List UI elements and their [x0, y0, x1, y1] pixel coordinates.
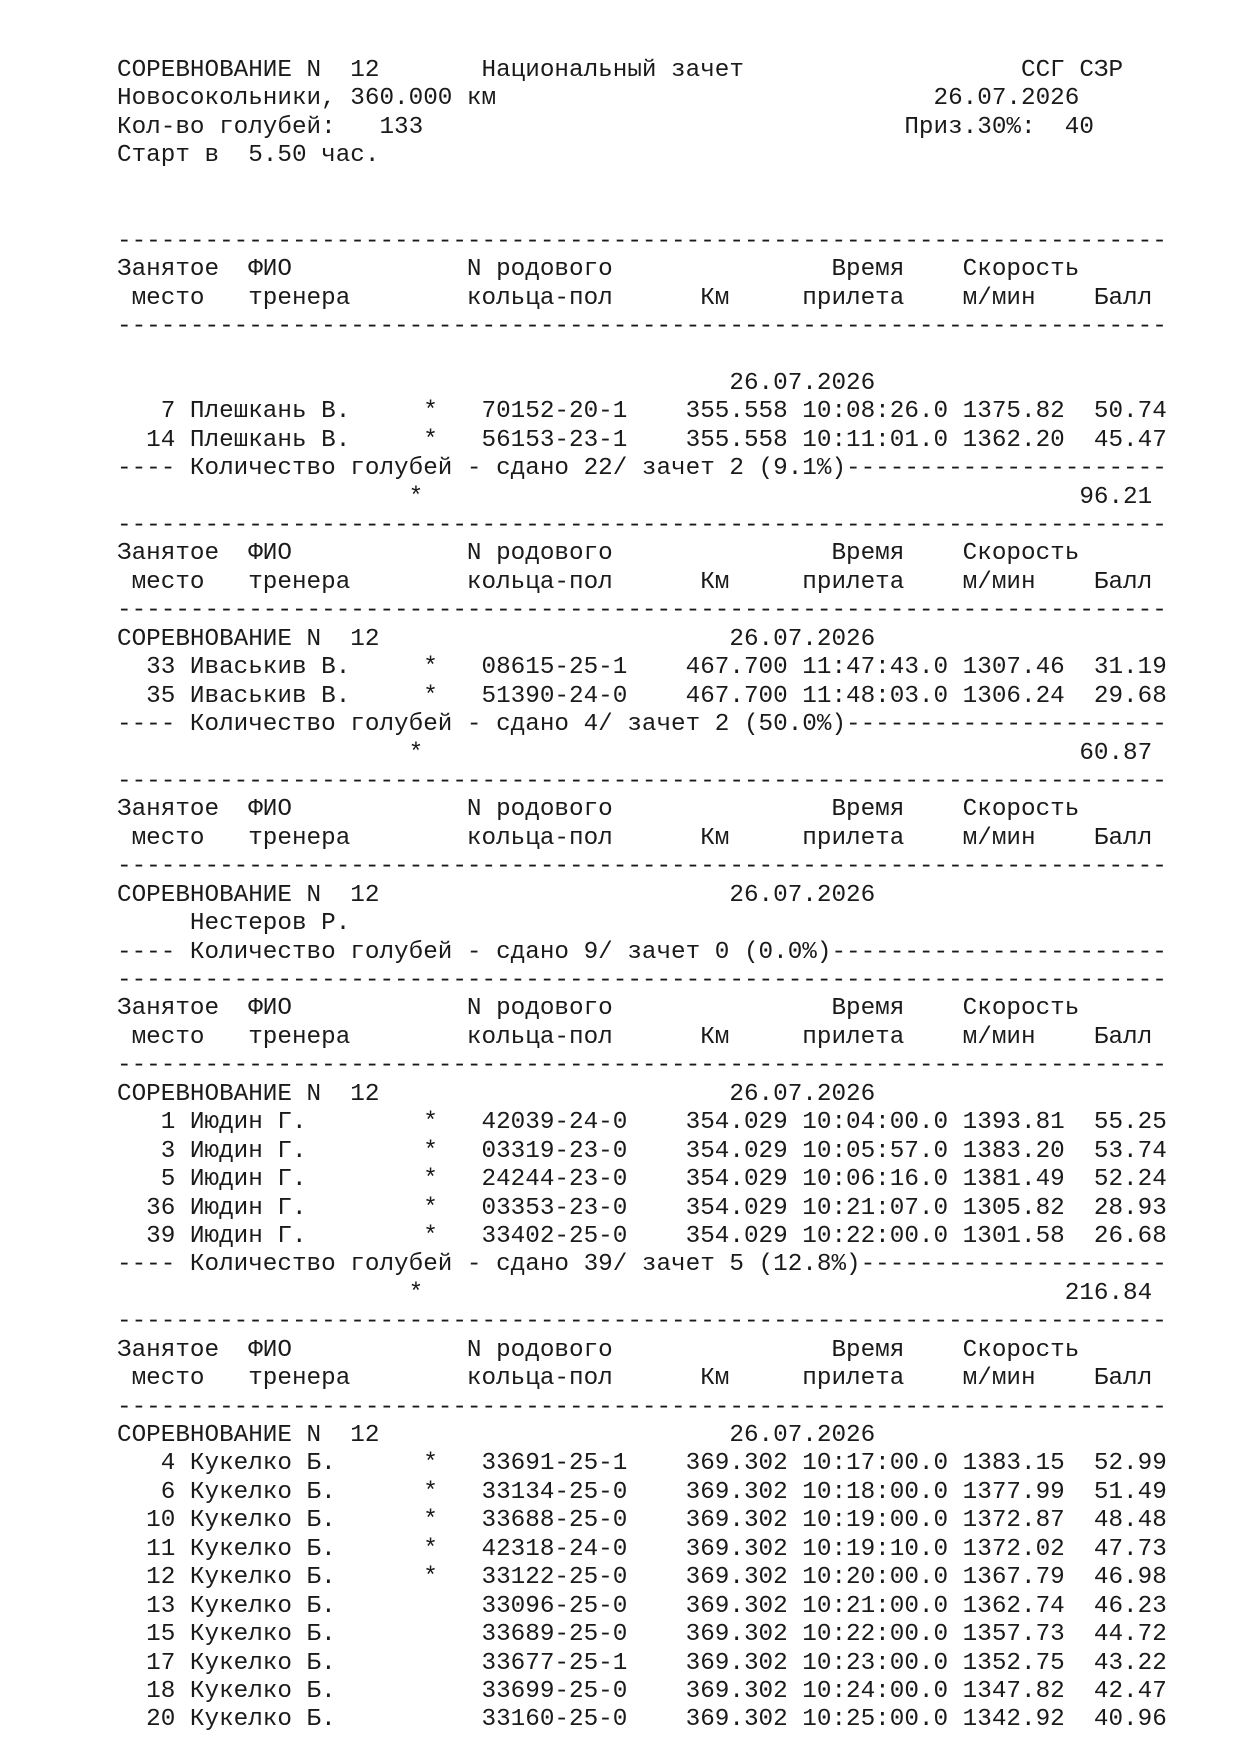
printout-line: 35 Иваськив В. * 51390-24-0 467.700 11:48:03.0 1306.24 29.68	[117, 682, 1167, 710]
printout-line: 15 Кукелко Б. 33689-25-0 369.302 10:22:00.0 1357.73 44.72	[117, 1621, 1167, 1649]
printout-line: 20 Кукелко Б. 33160-25-0 369.302 10:25:00.0 1342.92 40.96	[117, 1706, 1167, 1734]
printout-line: СОРЕВНОВАНИЕ N 12 26.07.2026	[117, 1080, 876, 1108]
printout-line: место тренера кольца-пол Км прилета м/мин Балл	[117, 284, 1153, 312]
printout-line: 3 Июдин Г. * 03319-23-0 354.029 10:05:57.0 1383.20 53.74	[117, 1137, 1167, 1165]
printout-line: 13 Кукелко Б. 33096-25-0 369.302 10:21:00.0 1362.74 46.23	[117, 1592, 1167, 1620]
printout-line: 7 Плешкань В. * 70152-20-1 355.558 10:08:26.0 1375.82 50.74	[117, 398, 1167, 426]
printout-line: 4 Кукелко Б. * 33691-25-1 369.302 10:17:00.0 1383.15 52.99	[117, 1450, 1167, 1478]
printout-line: ---- Количество голубей - сдано 39/ зачет 5 (12.8%)---------------------	[117, 1251, 1167, 1279]
printout-line: 11 Кукелко Б. * 42318-24-0 369.302 10:19:10.0 1372.02 47.73	[117, 1535, 1167, 1563]
printout-line: ------------------------------------------------------------------------	[117, 1308, 1167, 1336]
printout-line: СОРЕВНОВАНИЕ N 12 26.07.2026	[117, 625, 876, 653]
results-printout	[117, 57, 1167, 1735]
printout-line: место тренера кольца-пол Км прилета м/мин Балл	[117, 1023, 1153, 1051]
printout-line: ------------------------------------------------------------------------	[117, 967, 1167, 994]
printout-line: СОРЕВНОВАНИЕ N 12 26.07.2026	[117, 1422, 876, 1449]
printout-line: 12 Кукелко Б. * 33122-25-0 369.302 10:20:00.0 1367.79 46.98	[117, 1564, 1167, 1592]
printout-line: 1 Июдин Г. * 42039-24-0 354.029 10:04:00.0 1393.81 55.25	[117, 1109, 1167, 1137]
printout-line: ------------------------------------------------------------------------	[117, 853, 1167, 881]
printout-line: Занятое ФИО N родового Время Скорость	[117, 540, 1080, 568]
printout-line: 17 Кукелко Б. 33677-25-1 369.302 10:23:00.0 1352.75 43.22	[117, 1649, 1167, 1677]
printout-line: 18 Кукелко Б. 33699-25-0 369.302 10:24:00.0 1347.82 42.47	[117, 1677, 1167, 1705]
printout-line: 5 Июдин Г. * 24244-23-0 354.029 10:06:16.0 1381.49 52.24	[117, 1166, 1167, 1194]
printout-line: Нестеров Р.	[117, 910, 351, 938]
printout-line: Занятое ФИО N родового Время Скорость	[117, 796, 1080, 824]
printout-line	[117, 341, 1167, 369]
printout-line: Новосокольники, 360.000 км 26.07.2026	[117, 85, 1080, 113]
printout-line: * 60.87	[117, 739, 1153, 767]
printout-line: место тренера кольца-пол Км прилета м/мин Балл	[117, 1365, 1153, 1393]
printout-line: 39 Июдин Г. * 33402-25-0 354.029 10:22:00.0 1301.58 26.68	[117, 1222, 1167, 1250]
printout-line: Занятое ФИО N родового Время Скорость	[117, 995, 1080, 1023]
printout-line: ------------------------------------------------------------------------	[117, 227, 1167, 255]
printout-line: место тренера кольца-пол Км прилета м/мин Балл	[117, 568, 1153, 596]
printout-line: место тренера кольца-пол Км прилета м/мин Балл	[117, 824, 1153, 852]
printout-line: 36 Июдин Г. * 03353-23-0 354.029 10:21:07.0 1305.82 28.93	[117, 1194, 1167, 1222]
printout-line: * 216.84	[117, 1279, 1153, 1307]
printout-line: Занятое ФИО N родового Время Скорость	[117, 1336, 1080, 1364]
printout-line: 10 Кукелко Б. * 33688-25-0 369.302 10:19:00.0 1372.87 48.48	[117, 1507, 1167, 1535]
printout-line: 26.07.2026	[117, 369, 876, 397]
printout-line: СОРЕВНОВАНИЕ N 12 Национальный зачет ССГ СЗР	[117, 57, 1124, 84]
printout-line: ---- Количество голубей - сдано 22/ зачет 2 (9.1%)----------------------	[117, 455, 1167, 483]
printout-line: ---- Количество голубей - сдано 4/ зачет 2 (50.0%)----------------------	[117, 711, 1167, 739]
printout-line: ------------------------------------------------------------------------	[117, 512, 1167, 539]
printout-line: 6 Кукелко Б. * 33134-25-0 369.302 10:18:00.0 1377.99 51.49	[117, 1478, 1167, 1506]
printout-line: Старт в 5.50 час.	[117, 142, 380, 170]
printout-line: * 96.21	[117, 483, 1153, 511]
printout-line: 33 Иваськив В. * 08615-25-1 467.700 11:47:43.0 1307.46 31.19	[117, 654, 1167, 682]
printout-line: Кол-во голубей: 133 Приз.30%: 40	[117, 113, 1094, 141]
printout-line: 14 Плешкань В. * 56153-23-1 355.558 10:11:01.0 1362.20 45.47	[117, 426, 1167, 454]
printout-line: СОРЕВНОВАНИЕ N 12 26.07.2026	[117, 881, 876, 909]
printout-line: Занятое ФИО N родового Время Скорость	[117, 256, 1080, 284]
printout-line: ------------------------------------------------------------------------	[117, 1052, 1167, 1080]
printout-line: ------------------------------------------------------------------------	[117, 312, 1167, 340]
printout-line: ---- Количество голубей - сдано 9/ зачет 0 (0.0%)-----------------------	[117, 938, 1167, 966]
printout-line	[117, 171, 1167, 199]
printout-line: ------------------------------------------------------------------------	[117, 767, 1167, 795]
printout-line: ------------------------------------------------------------------------	[117, 1393, 1167, 1421]
printout-line	[117, 199, 1167, 227]
printout-line: ------------------------------------------------------------------------	[117, 597, 1167, 625]
